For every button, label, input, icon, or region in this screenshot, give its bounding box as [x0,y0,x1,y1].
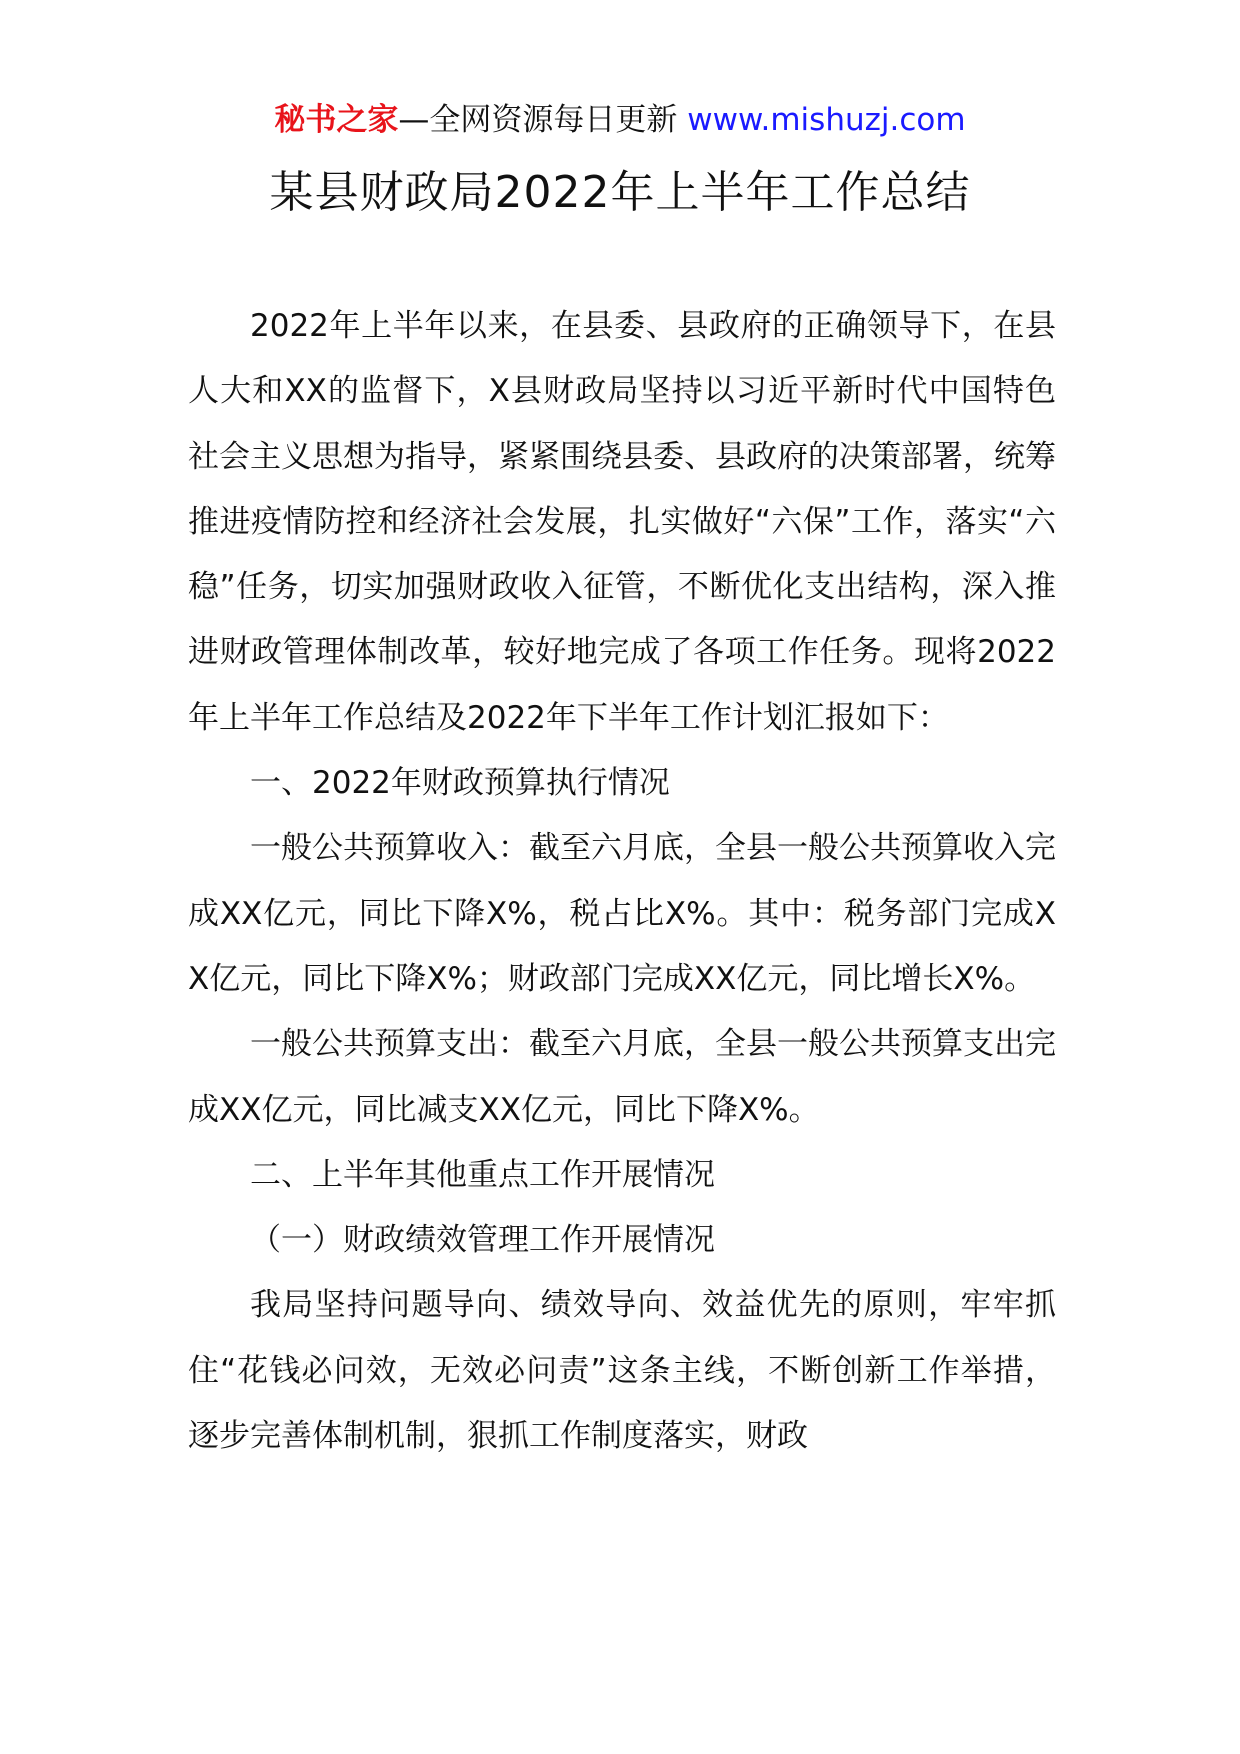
expenditure-paragraph: 一般公共预算支出：截至六月底，全县一般公共预算支出完成XX亿元，同比减支XX亿元，同比下降X%。 [188,1026,1056,1128]
revenue-paragraph: 一般公共预算收入：截至六月底，全县一般公共预算收入完成XX亿元，同比下降X%，税占比X%。其中：税务部门完成XX亿元，同比下降X%；财政部门完成XX亿元，同比增长X%。 [188,830,1056,997]
document-title: 某县财政局2022年上半年工作总结 [269,167,971,218]
subsection-heading-performance: （一）财政绩效管理工作开展情况 [250,1222,715,1259]
site-header [0,100,1240,140]
intro-paragraph: 2022年上半年以来，在县委、县政府的正确领导下，在县人大和XX的监督下，X县财政局坚持以习近平新时代中国特色社会主义思想为指导，紧紧围绕县委、县政府的决策部署，统筹推进疫情防控和经济社会发展，扎实做好“六保”工作，落实“六稳”任务，切实加强财政收入征管，不断优化支出结构，深入推进财政管理体制改革，较好地完成了各项工作任务。现将2022年上半年工作总结及2022年下半年工作计划汇报如下： [188,308,1056,736]
section-heading-key-work: 二、上半年其他重点工作开展情况 [250,1156,715,1193]
document-body [188,294,1056,1469]
site-url-link[interactable]: www.mishuzj.com [687,102,966,138]
brand-name: 秘书之家 [274,102,399,138]
header-tagline: —全网资源每日更新 [398,102,678,138]
section-heading-budget: 一、2022年财政预算执行情况 [250,765,670,802]
performance-paragraph: 我局坚持问题导向、绩效导向、效益优先的原则，牢牢抓住“花钱必问效，无效必问责”这条主线，不断创新工作举措，逐步完善体制机制，狠抓工作制度落实，财政 [188,1287,1056,1455]
